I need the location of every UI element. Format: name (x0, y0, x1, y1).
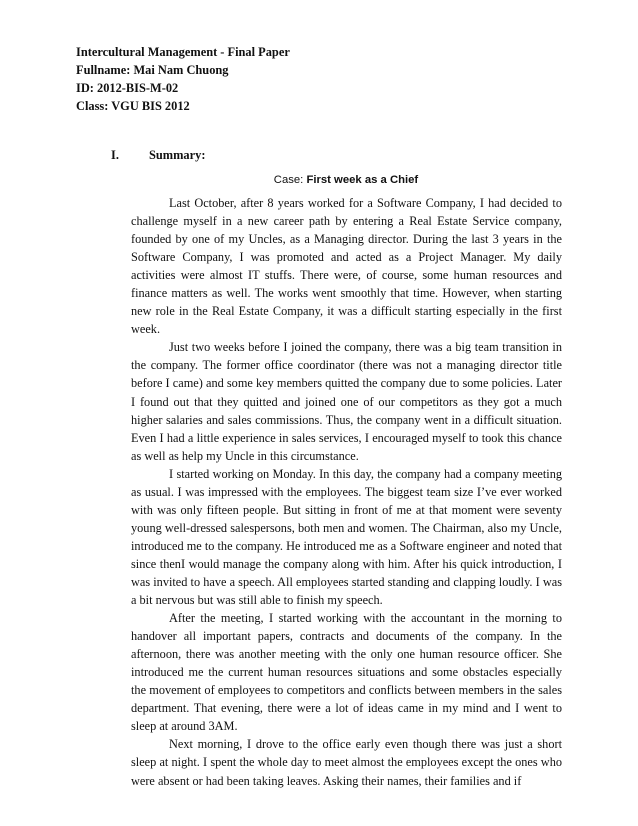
paragraph: Last October, after 8 years worked for a Software Company, I had decided to challenge myself in a new career path by entering a Real Estate Service company, founded by one of my Uncles, as a Managing director. During the last 3 years in the Software Company, I was promoted and acted as a Project Manager. My daily activities were almost IT stuffs. There were, of course, some human resources and finance matters as well. The works went smoothly that time. However, when starting new role in the Real Estate Company, it was a difficult starting especially in the first week. (131, 196, 562, 337)
summary-body (131, 194, 562, 790)
paragraph: After the meeting, I started working with the accountant in the morning to handover all important papers, contracts and documents of the company. In the afternoon, there was another meeting with the only one human resource officer. She introduced me the current human resources situations and some obstacles especially the movement of employees to competitors and conflicts between members in the sales department. That evening, there were a lot of ideas came in my mind and I went to sleep at around 3AM. (131, 611, 562, 734)
case-prefix: Case: (273, 174, 307, 186)
paragraph: Next morning, I drove to the office early even though there was just a short sleep at night. I spent the whole day to meet almost the employees except the ones who were absent or had been taking leaves. Asking their names, their families and if (131, 737, 562, 788)
section-number: I. (111, 148, 119, 162)
paragraph: I started working on Monday. In this day, the company had a company meeting as usual. I was impressed with the employees. The biggest team size I’ve ever worked with was only fifteen people. But sitting in front of me at that moment were seventy young well-dressed salespersons, both men and women. The Chairman, also my Uncle, introduced me to the company. He introduced me as a Software engineer and noted that since thenI would manage the company along with him. After his quick introduction, I was invited to have a speech. All employees started standing and clapping loudly. I was a bit nervous but was still able to finish my speech. (131, 466, 562, 608)
student-id: ID: 2012-BIS-M-02 (76, 81, 179, 95)
paper-header (76, 43, 290, 115)
class-name: Class: VGU BIS 2012 (76, 99, 190, 113)
case-heading (131, 172, 561, 188)
paragraph: Just two weeks before I joined the company, there was a big team transition in the company. The former office coordinator (there was not a managing director title before I came) and some key members quitted the company due to some policies. Later I found out that they quitted and joined one of our competitors as they got a much higher salaries and sales commissions. Thus, the company went in a difficult situation. Even I had a little experience in sales services, I encouraged myself to took this chance as well as help my Uncle in this circumstance. (131, 340, 562, 463)
section-title: Summary: (149, 148, 206, 162)
case-title: First week as a Chief (306, 174, 419, 186)
course-title: Intercultural Management - Final Paper (76, 45, 290, 59)
section-heading (111, 146, 205, 164)
author-fullname: Fullname: Mai Nam Chuong (76, 63, 229, 77)
